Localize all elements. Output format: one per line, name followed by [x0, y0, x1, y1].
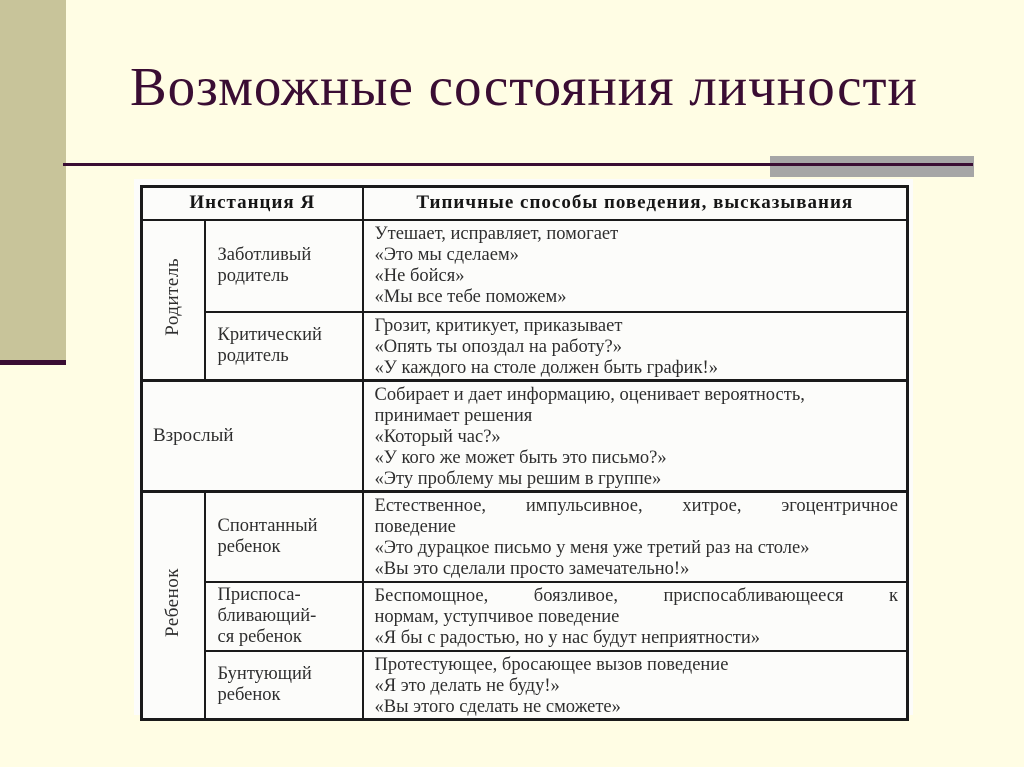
type-line: родитель: [217, 265, 289, 286]
desc-line: Протестующее, бросающее вызов поведение: [374, 655, 729, 675]
desc-line: «Я это делать не буду!»: [374, 676, 560, 696]
type-cell-critical-parent: [205, 312, 363, 381]
type-line: Критический: [217, 324, 322, 345]
title-underline-rule: [63, 163, 973, 166]
desc-line: поведение: [374, 516, 456, 537]
row-critical-parent: [142, 312, 908, 381]
type-line: бливающий-: [217, 606, 317, 626]
desc-line: «Не бойся»: [374, 265, 465, 286]
desc-line: Собирает и дает информацию, оценивает вероятность,: [374, 384, 805, 405]
desc-line: «Это дурацкое письмо у меня уже третий раз на столе»: [374, 537, 810, 558]
group-cell-child: [142, 491, 205, 720]
type-cell-adaptive-child: [205, 582, 363, 651]
parent-vertical-label: Родитель: [162, 258, 184, 336]
slide-title: Возможные состояния личности: [129, 56, 918, 117]
type-line: Заботливый: [217, 244, 312, 265]
ego-states-table: [140, 185, 909, 721]
desc-line: «Эту проблему мы решим в группе»: [374, 468, 662, 489]
type-line: Приспоса-: [217, 585, 301, 605]
desc-line: Естественное, импульсивное, хитрое, эгоцентричное: [374, 495, 899, 516]
child-vertical-label: Ребенок: [162, 568, 184, 638]
header-behaviors: Типичные способы поведения, высказывания: [363, 187, 908, 220]
desc-line: «Опять ты опоздал на работу?»: [374, 336, 623, 357]
desc-cell-rebellious-child: [363, 651, 908, 720]
desc-line: «Вы это сделали просто замечательно!»: [374, 558, 690, 579]
type-cell-caring-parent: [205, 220, 363, 312]
type-line: ся ребенок: [217, 627, 302, 647]
type-line: родитель: [217, 345, 289, 366]
label-cell-adult: Взрослый: [142, 380, 363, 491]
type-cell-spontaneous-child: [205, 491, 363, 582]
desc-cell-adult: [363, 380, 908, 491]
desc-cell-spontaneous-child: [363, 491, 908, 582]
type-line: Бунтующий: [217, 664, 312, 684]
table-header-row: [142, 187, 908, 220]
desc-cell-caring-parent: [363, 220, 908, 312]
row-adaptive-child: [142, 582, 908, 651]
header-instance: Инстанция Я: [142, 187, 363, 220]
desc-line: «Это мы сделаем»: [374, 244, 519, 265]
desc-line: Беспомощное, боязливое, приспосабливающееся к: [374, 586, 899, 606]
desc-line: «У каждого на столе должен быть график!»: [374, 357, 718, 378]
left-band-underline: [0, 360, 66, 365]
type-cell-rebellious-child: [205, 651, 363, 720]
desc-cell-critical-parent: [363, 312, 908, 381]
row-adult: [142, 380, 908, 491]
desc-line: Грозит, критикует, приказывает: [374, 315, 623, 336]
type-line: ребенок: [217, 685, 281, 705]
row-rebellious-child: [142, 651, 908, 720]
desc-line: принимает решения: [374, 405, 533, 426]
row-spontaneous-child: [142, 491, 908, 582]
type-line: ребенок: [217, 536, 281, 557]
left-accent-band: [0, 0, 66, 360]
desc-line: Утешает, исправляет, помогает: [374, 223, 619, 244]
row-caring-parent: [142, 220, 908, 312]
group-cell-parent: [142, 220, 205, 381]
desc-line: «Я бы с радостью, но у нас будут неприятности»: [374, 628, 760, 648]
desc-line: «Который час?»: [374, 426, 501, 447]
desc-line: «Мы все тебе поможем»: [374, 286, 567, 307]
desc-line: нормам, уступчивое поведение: [374, 607, 620, 627]
desc-line: «У кого же может быть это письмо?»: [374, 447, 667, 468]
table-scan-canvas: [134, 179, 913, 715]
desc-line: «Вы этого сделать не сможете»: [374, 697, 621, 717]
desc-cell-adaptive-child: [363, 582, 908, 651]
title-rule-gray-tab: [770, 156, 974, 177]
type-line: Спонтанный: [217, 515, 318, 536]
